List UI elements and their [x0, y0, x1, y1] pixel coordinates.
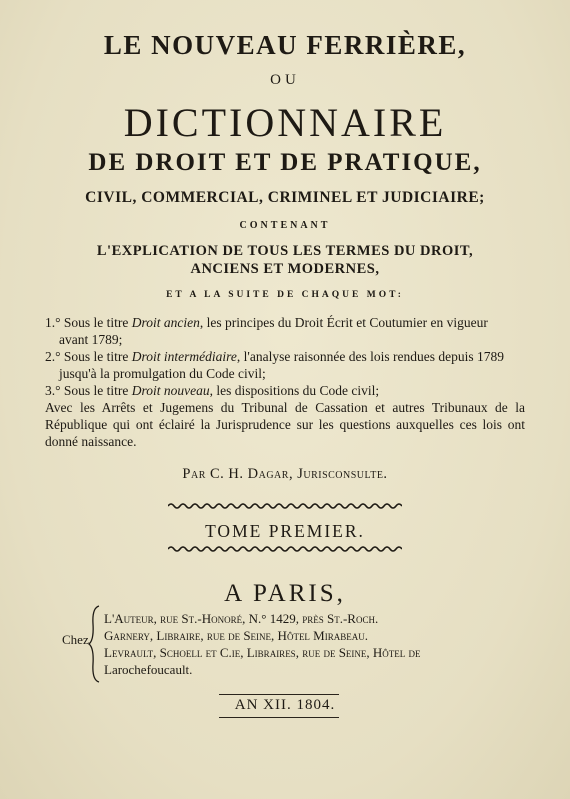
item-3-text: , les dispositions du Code civil;	[209, 383, 380, 398]
chez-label: Chez	[62, 632, 89, 647]
brace-icon	[87, 604, 101, 684]
item-2-text: , l'analyse raisonnée des lois rendues depuis 1789	[236, 349, 505, 364]
wavy-rule-top	[168, 502, 402, 510]
explication-line-2: ANCIENS ET MODERNES,	[190, 261, 380, 277]
title-line-1: LE NOUVEAU FERRIÈRE,	[103, 30, 467, 60]
address-line-1: L'Auteur, rue St.-Honoré, N.° 1429, près St.-Roch.	[104, 611, 379, 626]
city-label: A PARIS,	[224, 580, 346, 607]
item-3-title: Droit nouveau	[131, 383, 210, 398]
suite-label: ET A LA SUITE DE CHAQUE MOT:	[166, 290, 404, 300]
item-1-title: Droit ancien	[131, 315, 200, 330]
publication-date: AN XII. 1804.	[234, 697, 336, 713]
tome-label: TOME PREMIER.	[205, 521, 365, 541]
item-1-cont: avant 1789;	[59, 332, 123, 347]
item-2-num: 2.° Sous le titre	[45, 349, 132, 364]
item-2-cont: jusqu'à la promulgation du Code civil;	[59, 366, 266, 381]
date-rule-bottom	[219, 717, 339, 718]
author-role: Jurisconsulte.	[297, 466, 388, 482]
author-name: Par C. H. Dagar,	[182, 466, 294, 482]
item-2	[45, 348, 525, 382]
wavy-rule-bottom	[168, 545, 402, 553]
item-1-num: 1.° Sous le titre	[45, 315, 132, 330]
item-3	[45, 382, 525, 399]
title-line-4: DE DROIT ET DE PRATIQUE,	[88, 149, 482, 176]
address-line-4: Larochefoucault.	[104, 662, 193, 677]
title-main: DICTIONNAIRE	[123, 100, 447, 145]
item-3-num: 3.° Sous le titre	[45, 383, 132, 398]
date-rule-top	[219, 694, 339, 695]
item-2-title: Droit intermédiaire	[131, 349, 237, 364]
contenant-label: CONTENANT	[239, 220, 331, 231]
address-block	[104, 610, 524, 678]
item-1-text: , les principes du Droit Écrit et Coutumier en vigueur	[199, 315, 488, 330]
author-line	[0, 466, 570, 483]
item-1	[45, 314, 525, 348]
explication-line-1: L'EXPLICATION DE TOUS LES TERMES DU DROIT,	[96, 243, 474, 259]
title-ou: OU	[270, 72, 300, 88]
address-line-2: Garnery, Libraire, rue de Seine, Hôtel Mirabeau.	[104, 628, 368, 643]
avec-paragraph: Avec les Arrêts et Jugemens du Tribunal de Cassation et autres Tribunaux de la République qui ont éclairé la Jurisprudence sur les questions auxquelles ces lois ont donné naissance.	[45, 400, 525, 449]
title-line-5: CIVIL, COMMERCIAL, CRIMINEL ET JUDICIAIRE;	[85, 189, 485, 206]
address-line-3: Levrault, Schoell et C.ie, Libraires, rue de Seine, Hôtel de	[104, 645, 421, 660]
